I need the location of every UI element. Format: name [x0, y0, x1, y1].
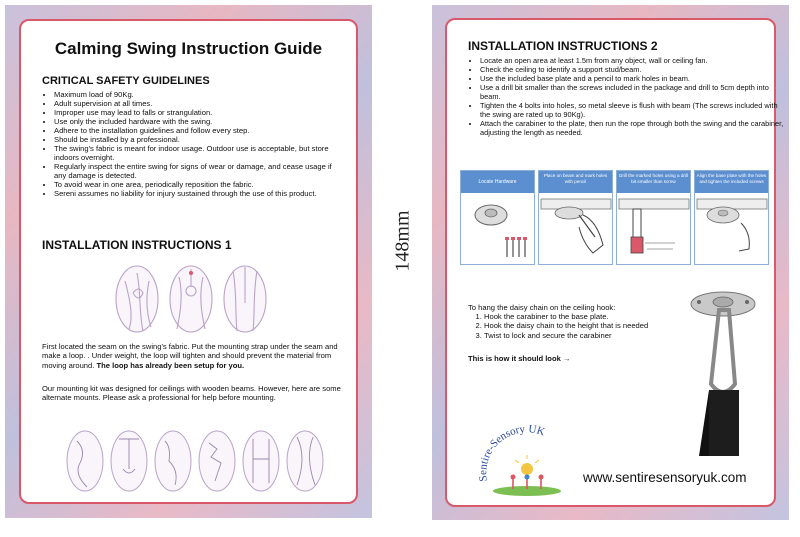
install-step-item: • Tighten the 4 bolts into holes, so metal sleeve is flush with beam (The screws included with the swing are rated up to 90Kg). — [480, 101, 786, 119]
safety-item: • Improper use may lead to falls or strangulation. — [54, 108, 342, 117]
base-plate-icon — [695, 193, 769, 263]
left-page-card — [5, 5, 372, 518]
install-step-item: • Use a drill bit smaller than the screws included in the package and drill to 5cm depth into beam. — [480, 83, 786, 101]
step-caption: Locate Hardware — [461, 171, 534, 193]
hang-instructions — [468, 303, 688, 340]
alternate-mounts-illustration — [65, 429, 333, 493]
step-caption: Drill the marked holes using a drill bit smaller than screw — [617, 171, 690, 193]
step-caption: Align the base plate with the holes and tighten the included screws — [695, 171, 768, 193]
install-2-heading: INSTALLATION INSTRUCTIONS 2 — [468, 39, 658, 53]
carabiner-photo — [685, 288, 765, 458]
mount-instructions — [42, 384, 352, 403]
hang-step: 1. Hook the carabiner to the base plate. — [484, 312, 688, 321]
hang-intro: To hang the daisy chain on the ceiling hook: — [468, 303, 616, 312]
hardware-icon — [461, 193, 535, 263]
hang-step: 2. Hook the daisy chain to the height that is needed — [484, 321, 688, 330]
install-1-section — [42, 238, 342, 252]
safety-item: • Maximum load of 90Kg. — [54, 90, 342, 99]
step-panels — [460, 170, 769, 265]
safety-item: • Use only the included hardware with the swing. — [54, 117, 342, 126]
hang-step: 3. Twist to lock and secure the carabiner — [484, 331, 688, 340]
safety-section — [42, 75, 342, 198]
right-page-card — [432, 5, 789, 520]
safety-item: • Should be installed by a professional. — [54, 135, 342, 144]
seam-text: First located the seam on the swing's fabric. Put the mounting strap under the seam and make a loop. . Under weight, the loop will tighten and should prevent the material from moving around. — [42, 342, 338, 370]
step-tighten-screws — [694, 170, 769, 265]
install-step-item: • Attach the carabiner to the plate, then run the rope through both the swing and the carabiner, adjusting the length as needed. — [480, 119, 786, 137]
hang-steps-list — [468, 312, 688, 340]
install-2-list — [468, 56, 786, 137]
install-2-section — [468, 39, 786, 137]
safety-item: • Adhere to the installation guidelines and follow every step. — [54, 126, 342, 135]
step-drill-holes — [616, 170, 691, 265]
website-link[interactable]: www.sentiresensoryuk.com — [583, 470, 747, 485]
safety-item: • Sereni assumes no liability for injury sustained through the use of this product. — [54, 189, 342, 198]
drill-icon — [617, 193, 691, 263]
safety-list — [42, 90, 342, 198]
safety-item: • The swing's fabric is meant for indoor usage. Outdoor use is acceptable, but store indoors overnight. — [54, 144, 342, 162]
install-1-heading: INSTALLATION INSTRUCTIONS 1 — [42, 238, 232, 252]
step-mark-holes — [538, 170, 613, 265]
safety-item: • To avoid wear in one area, periodically reposition the fabric. — [54, 180, 342, 189]
svg-text:Sentire-Sensory UK: Sentire-Sensory UK — [477, 425, 547, 483]
install-step-item: • Locate an open area at least 1.5m from any object, wall or ceiling fan. — [480, 56, 786, 65]
page-title: Calming Swing Instruction Guide — [54, 39, 323, 58]
install-step-item: • Use the included base plate and a pencil to mark holes in beam. — [480, 74, 786, 83]
look-label: This is how it should look → — [468, 354, 571, 363]
left-page-panel — [19, 19, 358, 504]
safety-item: • Regularly inspect the entire swing for signs of wear or damage, and cease usage if any damage is detected. — [54, 162, 342, 180]
sentire-sensory-logo — [477, 425, 577, 500]
fabric-loop-illustration — [111, 263, 271, 335]
seam-note: The loop has already been setup for you. — [96, 360, 245, 370]
step-caption: Place on beam and mark holes with pencil — [539, 171, 612, 193]
right-page-panel — [445, 18, 784, 507]
mount-text: Our mounting kit was designed for ceilings with wooden beams. However, here are some alternate mounts. Please ask a professional for help before mounting. — [42, 384, 341, 403]
seam-instructions — [42, 342, 352, 370]
safety-heading: CRITICAL SAFETY GUIDELINES — [42, 75, 210, 87]
safety-item: • Adult supervision at all times. — [54, 99, 342, 108]
step-locate-hardware — [460, 170, 535, 265]
install-step-item: • Check the ceiling to identify a support stud/beam. — [480, 65, 786, 74]
pencil-mark-icon — [539, 193, 613, 263]
dimension-label: 148mm — [391, 210, 414, 272]
